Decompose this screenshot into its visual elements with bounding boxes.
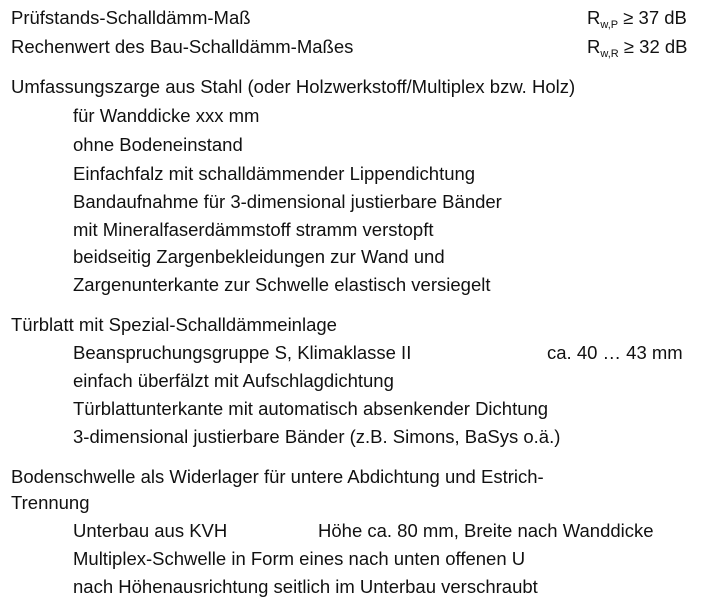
rating-label-calculated: Rechenwert des Bau-Schalldämm-Maßes	[11, 36, 354, 57]
rating-label-test: Prüfstands-Schalldämm-Maß	[11, 7, 251, 28]
frame-item: Zargenunterkante zur Schwelle elastisch versiegelt	[73, 274, 491, 295]
frame-item: für Wanddicke xxx mm	[73, 105, 260, 126]
leaf-group-value: ca. 40 … 43 mm	[547, 342, 683, 363]
frame-item: Bandaufnahme für 3-dimensional justierbare Bänder	[73, 191, 502, 212]
threshold-heading-line1: Bodenschwelle als Widerlager für untere Abdichtung und Estrich-	[11, 466, 544, 487]
threshold-base-label: Unterbau aus KVH	[73, 520, 228, 541]
rating-subscript: w,P	[600, 19, 619, 31]
frame-item: ohne Bodeneinstand	[73, 134, 243, 155]
threshold-base-value: Höhe ca. 80 mm, Breite nach Wanddicke	[318, 520, 654, 541]
frame-item: Einfachfalz mit schalldämmender Lippendichtung	[73, 163, 476, 184]
rating-number: 32 dB	[639, 36, 688, 57]
leaf-item: einfach überfälzt mit Aufschlagdichtung	[73, 370, 394, 391]
threshold-item: Multiplex-Schwelle in Form eines nach unten offenen U	[73, 548, 526, 569]
rating-value-calculated	[587, 36, 688, 58]
threshold-item: nach Höhenausrichtung seitlich im Unterbau verschraubt	[73, 576, 538, 597]
rating-value-test	[587, 7, 687, 29]
rating-operator: ≥	[623, 7, 634, 28]
leaf-item: 3-dimensional justierbare Bänder (z.B. Simons, BaSys o.ä.)	[73, 426, 561, 447]
frame-item: mit Mineralfaserdämmstoff stramm verstopft	[73, 219, 434, 240]
leaf-group-line: Beanspruchungsgruppe S, Klimaklasse II	[73, 342, 412, 363]
leaf-item: Türblattunterkante mit automatisch absenkender Dichtung	[73, 398, 549, 419]
rating-number: 37 dB	[638, 7, 687, 28]
leaf-heading: Türblatt mit Spezial-Schalldämmeinlage	[11, 314, 337, 335]
frame-item: beidseitig Zargenbekleidungen zur Wand und	[73, 246, 445, 267]
rating-subscript: w,R	[600, 48, 619, 60]
rating-symbol: R	[587, 36, 601, 57]
rating-symbol: R	[587, 7, 601, 28]
frame-heading: Umfassungszarge aus Stahl (oder Holzwerkstoff/Multiplex bzw. Holz)	[11, 76, 576, 97]
threshold-heading-line2: Trennung	[11, 492, 90, 513]
rating-operator: ≥	[623, 36, 635, 57]
